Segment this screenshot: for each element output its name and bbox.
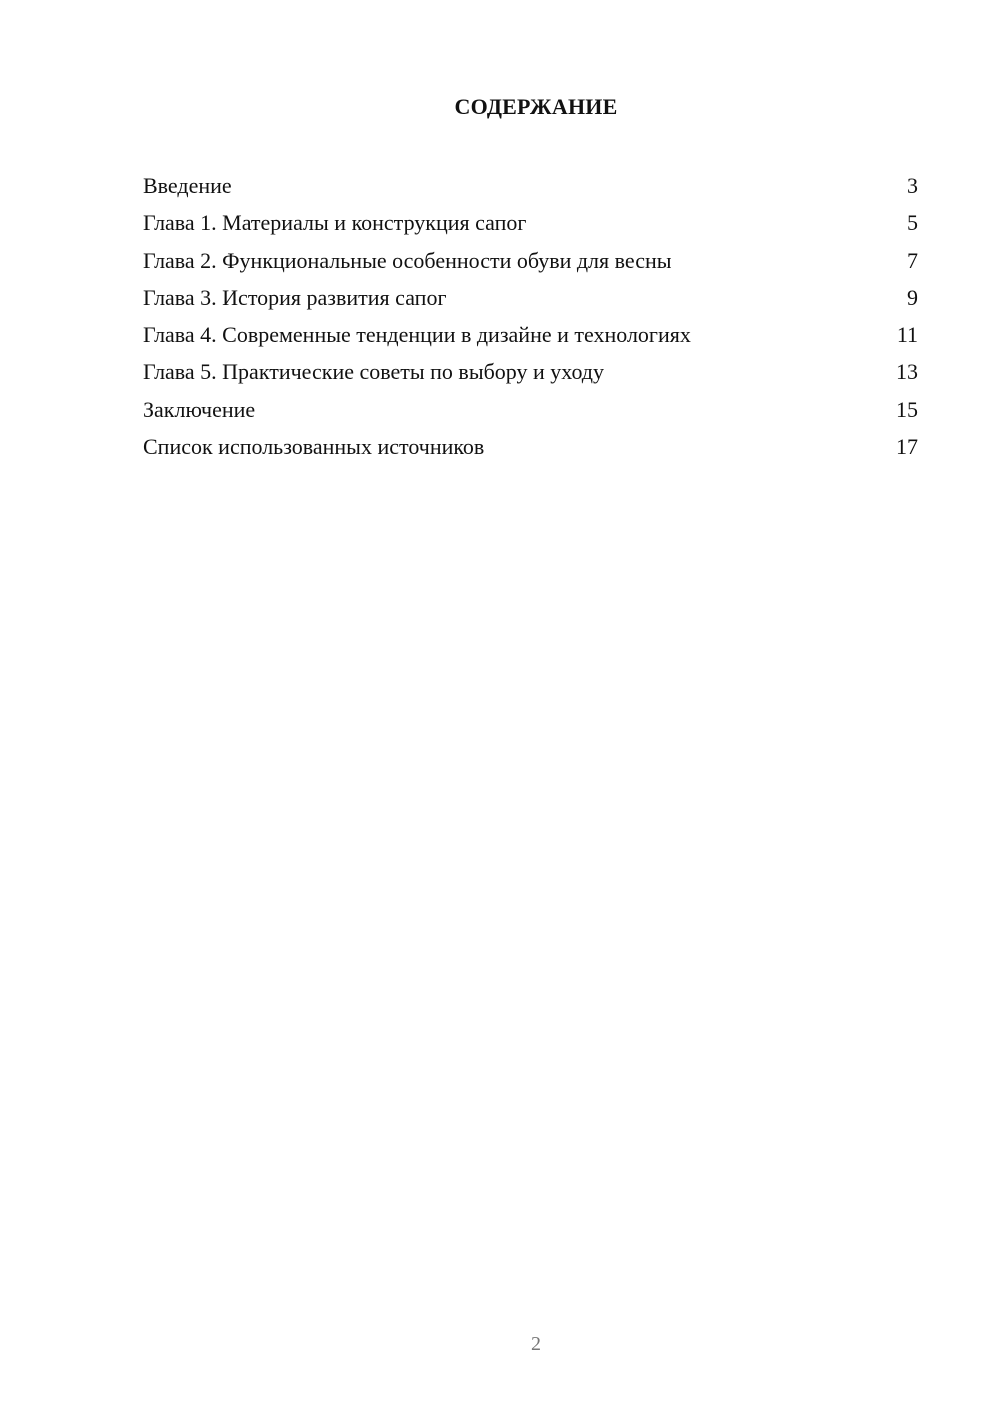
toc-entry-conclusion[interactable]	[143, 391, 918, 428]
toc-entry-page: 15	[896, 396, 918, 422]
page-title: СОДЕРЖАНИЕ	[454, 94, 618, 119]
toc-entry-label: Глава 3. История развития сапог	[143, 284, 447, 310]
toc-entry-page: 17	[896, 434, 918, 460]
toc-entry-label: Введение	[143, 173, 232, 198]
toc-entry-label: Заключение	[143, 396, 256, 422]
toc-entry-chapter-2[interactable]	[143, 242, 918, 279]
toc-entry-label: Список использованных источников	[143, 434, 485, 460]
toc-entry-page: 5	[907, 210, 918, 236]
toc-entry-page: 9	[907, 284, 918, 310]
toc-entry-label: Глава 4. Современные тенденции в дизайне и технологиях	[143, 322, 691, 348]
toc-entry-page: 3	[907, 173, 918, 198]
toc-entry-label: Глава 5. Практические советы по выбору и уходу	[143, 359, 605, 385]
toc-entry-introduction[interactable]	[143, 167, 918, 204]
toc-entry-label: Глава 1. Материалы и конструкция сапог	[143, 210, 527, 236]
toc-entry-page: 7	[907, 247, 918, 273]
toc-entry-chapter-5[interactable]	[143, 353, 918, 390]
toc-entry-page: 11	[896, 322, 918, 348]
toc-entry-label: Глава 2. Функциональные особенности обуви для весны	[143, 247, 672, 273]
table-of-contents	[143, 167, 918, 465]
toc-entry-chapter-1[interactable]	[143, 204, 918, 241]
toc-entry-page: 13	[896, 359, 918, 385]
page-number: 2	[531, 1333, 541, 1355]
toc-entry-chapter-4[interactable]	[143, 316, 918, 353]
toc-entry-chapter-3[interactable]	[143, 279, 918, 316]
toc-entry-references[interactable]	[143, 428, 918, 465]
